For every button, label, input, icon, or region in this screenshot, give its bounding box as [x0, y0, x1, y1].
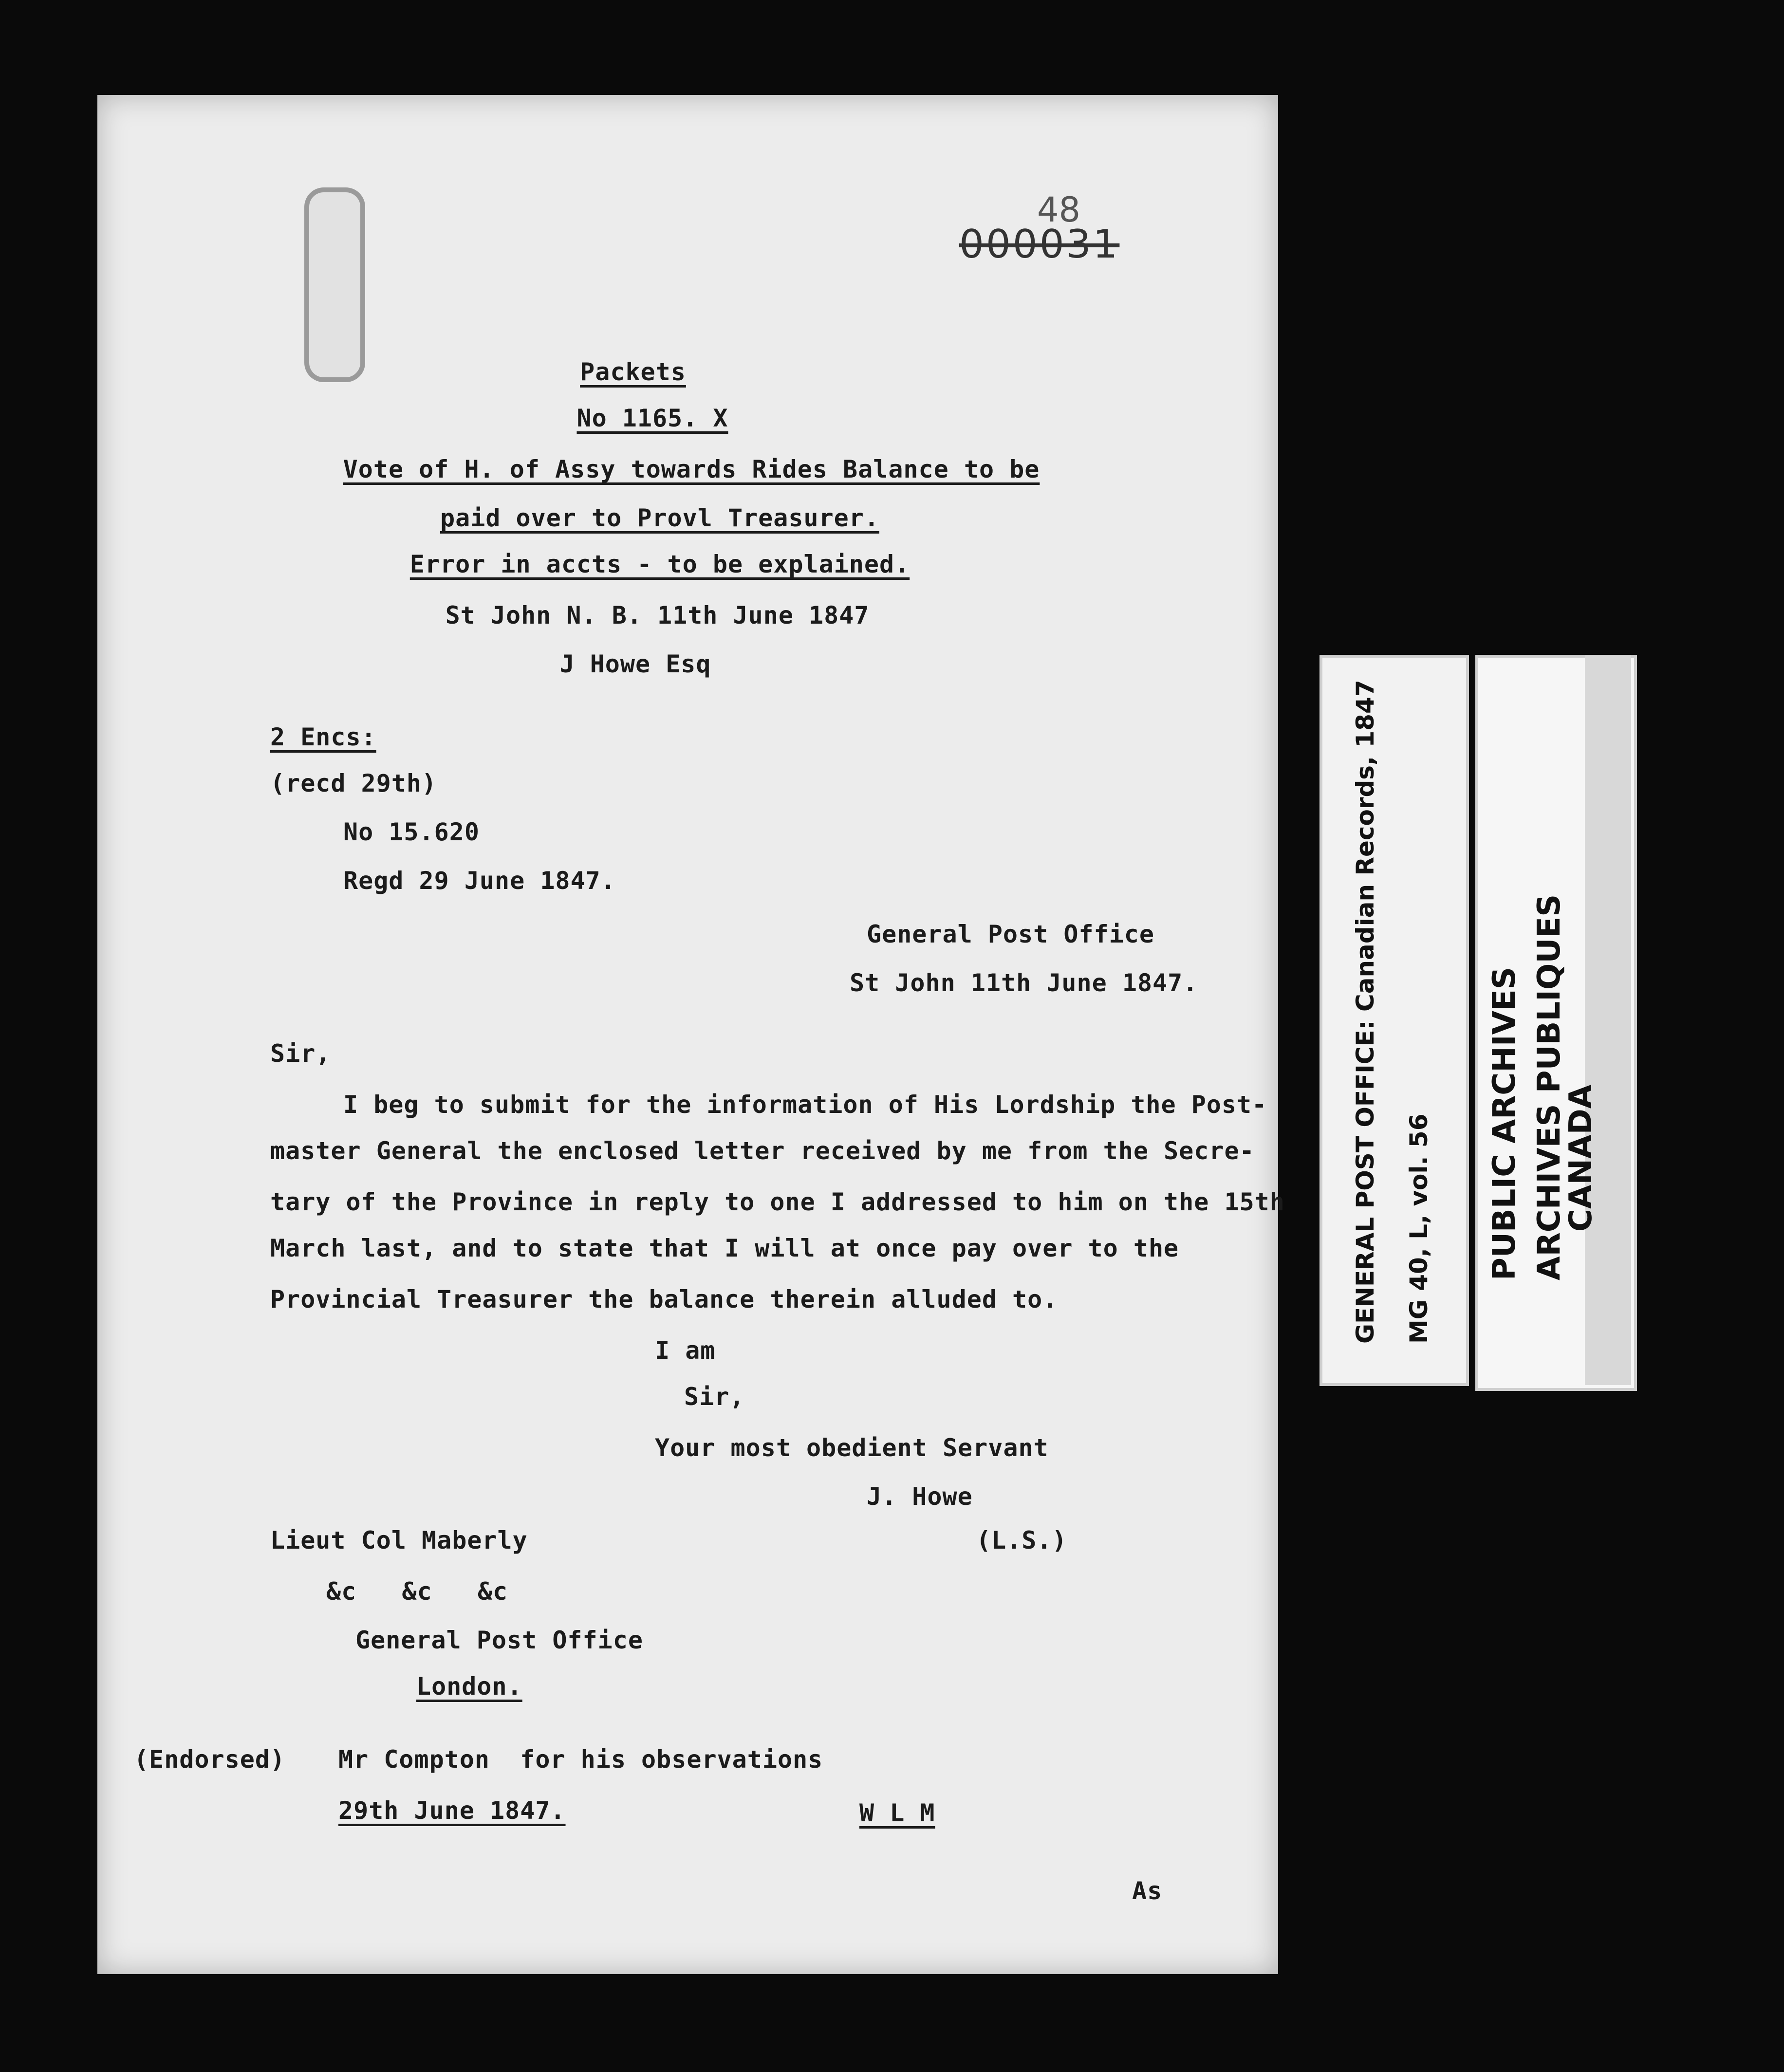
closing-line1: I am: [655, 1336, 716, 1365]
body-line: Provincial Treasurer the balance therein alluded to.: [270, 1285, 1058, 1314]
archive-label-edge: [1585, 655, 1631, 1385]
body-line: tary of the Province in reply to one I addressed to him on the 15th: [270, 1188, 1285, 1216]
closing-line2: Sir,: [684, 1383, 745, 1411]
letterhead-office: General Post Office: [867, 920, 1154, 948]
registry-encs: 2 Encs:: [270, 723, 376, 751]
closing-signature: J. Howe: [867, 1482, 973, 1511]
document-page: [97, 95, 1278, 1974]
registry-received: (recd 29th): [270, 769, 437, 797]
letterhead-date: St John 11th June 1847.: [850, 969, 1198, 997]
archive-label-line3: PUBLIC ARCHIVES: [1487, 967, 1523, 1280]
body-line: I beg to submit for the information of His Lordship the Post-: [343, 1091, 1267, 1119]
paper-clip-mark: [304, 187, 365, 382]
body-line: March last, and to state that I will at once pay over to the: [270, 1234, 1179, 1262]
heading-subject-line2: paid over to Provl Treasurer.: [440, 504, 879, 532]
archive-label-line5: CANADA: [1563, 1084, 1599, 1232]
addressee-etc: &c &c &c: [326, 1577, 508, 1606]
addressee-city: London.: [416, 1672, 522, 1701]
registry-registered: Regd 29 June 1847.: [343, 867, 616, 895]
endorsement-text: Mr Compton for his observations: [338, 1745, 823, 1774]
body-salutation: Sir,: [270, 1039, 331, 1068]
archive-label-left: [1319, 655, 1469, 1386]
catchword: As: [1132, 1877, 1163, 1905]
archive-label-line1: GENERAL POST OFFICE: Canadian Records, 1847: [1351, 680, 1379, 1344]
addressee-office: General Post Office: [355, 1626, 643, 1654]
heading-subject-line3: Error in accts - to be explained.: [409, 550, 910, 578]
endorsement-date: 29th June 1847.: [338, 1796, 566, 1825]
endorsement-initials: W L M: [859, 1799, 935, 1827]
endorsement-label: (Endorsed): [134, 1745, 286, 1774]
closing-seal: (L.S.): [976, 1526, 1067, 1554]
closing-line3: Your most obedient Servant: [655, 1434, 1049, 1462]
archive-label-line2: MG 40, L, vol. 56: [1405, 1113, 1433, 1344]
heading-place-date: St John N. B. 11th June 1847: [445, 601, 870, 629]
archive-stamped-number: 000031: [959, 222, 1120, 267]
registry-number: No 15.620: [343, 818, 480, 846]
archive-label-line4: ARCHIVES PUBLIQUES: [1531, 894, 1567, 1280]
body-line: master General the enclosed letter received by me from the Secre-: [270, 1137, 1255, 1165]
heading-number: No 1165. X: [576, 404, 728, 432]
archive-handwritten-number: 48: [1037, 190, 1081, 230]
heading-title: Packets: [580, 358, 686, 386]
heading-from: J Howe Esq: [559, 650, 711, 678]
heading-subject-line1: Vote of H. of Assy towards Rides Balance to be: [343, 455, 1040, 483]
addressee-name: Lieut Col Maberly: [270, 1526, 528, 1554]
